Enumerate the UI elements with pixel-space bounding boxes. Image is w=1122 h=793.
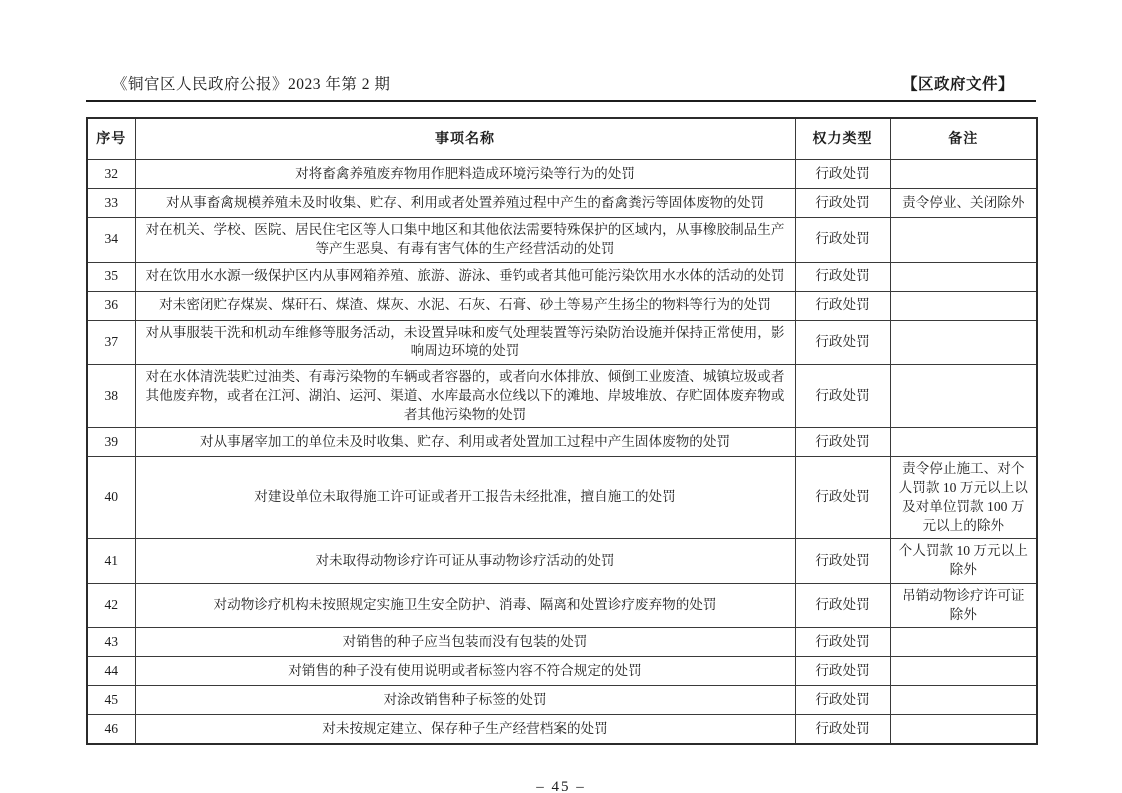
item-name-cell: 对从事屠宰加工的单位未及时收集、贮存、利用或者处置加工过程中产生固体废物的处罚 bbox=[135, 428, 795, 457]
table-row bbox=[87, 657, 1037, 686]
row-number-cell: 33 bbox=[87, 189, 135, 218]
table-row bbox=[87, 189, 1037, 218]
power-type-cell: 行政处罚 bbox=[795, 715, 890, 745]
row-number-cell: 34 bbox=[87, 218, 135, 263]
table-row bbox=[87, 686, 1037, 715]
table-row bbox=[87, 457, 1037, 539]
row-number-cell: 40 bbox=[87, 457, 135, 539]
table-row bbox=[87, 715, 1037, 745]
item-name-cell: 对未按规定建立、保存种子生产经营档案的处罚 bbox=[135, 715, 795, 745]
remark-cell bbox=[890, 320, 1037, 365]
running-head bbox=[86, 72, 1036, 100]
remark-cell bbox=[890, 262, 1037, 291]
row-number-cell: 46 bbox=[87, 715, 135, 745]
row-number-cell: 45 bbox=[87, 686, 135, 715]
item-name-cell: 对将畜禽养殖废弃物用作肥料造成环境污染等行为的处罚 bbox=[135, 160, 795, 189]
table-header-row bbox=[87, 118, 1037, 160]
table-row bbox=[87, 539, 1037, 584]
power-type-cell: 行政处罚 bbox=[795, 262, 890, 291]
item-name-cell: 对销售的种子没有使用说明或者标签内容不符合规定的处罚 bbox=[135, 657, 795, 686]
remark-cell bbox=[890, 657, 1037, 686]
remark-cell bbox=[890, 715, 1037, 745]
row-number-cell: 42 bbox=[87, 583, 135, 628]
item-name-cell: 对未密闭贮存煤炭、煤矸石、煤渣、煤灰、水泥、石灰、石膏、砂土等易产生扬尘的物料等行为的处罚 bbox=[135, 291, 795, 320]
column-header-type: 权力类型 bbox=[795, 118, 890, 160]
power-type-cell: 行政处罚 bbox=[795, 628, 890, 657]
power-type-cell: 行政处罚 bbox=[795, 686, 890, 715]
table-row bbox=[87, 628, 1037, 657]
power-type-cell: 行政处罚 bbox=[795, 539, 890, 584]
power-type-cell: 行政处罚 bbox=[795, 457, 890, 539]
table-row bbox=[87, 291, 1037, 320]
remark-cell bbox=[890, 628, 1037, 657]
item-name-cell: 对未取得动物诊疗许可证从事动物诊疗活动的处罚 bbox=[135, 539, 795, 584]
power-type-cell: 行政处罚 bbox=[795, 218, 890, 263]
table-row bbox=[87, 218, 1037, 263]
remark-cell bbox=[890, 686, 1037, 715]
column-header-name: 事项名称 bbox=[135, 118, 795, 160]
row-number-cell: 37 bbox=[87, 320, 135, 365]
power-type-cell: 行政处罚 bbox=[795, 291, 890, 320]
item-name-cell: 对建设单位未取得施工许可证或者开工报告未经批准，擅自施工的处罚 bbox=[135, 457, 795, 539]
item-name-cell: 对动物诊疗机构未按照规定实施卫生安全防护、消毒、隔离和处置诊疗废弃物的处罚 bbox=[135, 583, 795, 628]
row-number-cell: 41 bbox=[87, 539, 135, 584]
table-row bbox=[87, 428, 1037, 457]
remark-cell: 个人罚款 10 万元以上除外 bbox=[890, 539, 1037, 584]
row-number-cell: 39 bbox=[87, 428, 135, 457]
item-name-cell: 对在水体清洗装贮过油类、有毒污染物的车辆或者容器的，或者向水体排放、倾倒工业废渣、城镇垃圾或者其他废弃物，或者在江河、湖泊、运河、渠道、水库最高水位线以下的滩地、岸坡堆放、存贮固体废弃物或者其他污染物的处罚 bbox=[135, 365, 795, 428]
section-label: 【区政府文件】 bbox=[901, 76, 1014, 93]
table-row bbox=[87, 262, 1037, 291]
penalty-items-table bbox=[86, 117, 1038, 745]
table-body bbox=[87, 160, 1037, 745]
item-name-cell: 对在饮用水水源一级保护区内从事网箱养殖、旅游、游泳、垂钓或者其他可能污染饮用水水体的活动的处罚 bbox=[135, 262, 795, 291]
remark-cell bbox=[890, 428, 1037, 457]
item-name-cell: 对销售的种子应当包装而没有包装的处罚 bbox=[135, 628, 795, 657]
page-number: – 45 – bbox=[536, 779, 586, 793]
remark-cell bbox=[890, 291, 1037, 320]
table-header bbox=[87, 118, 1037, 160]
power-type-cell: 行政处罚 bbox=[795, 428, 890, 457]
row-number-cell: 44 bbox=[87, 657, 135, 686]
table-row bbox=[87, 320, 1037, 365]
item-name-cell: 对在机关、学校、医院、居民住宅区等人口集中地区和其他依法需要特殊保护的区域内，从事橡胶制品生产等产生恶臭、有毒有害气体的生产经营活动的处罚 bbox=[135, 218, 795, 263]
row-number-cell: 32 bbox=[87, 160, 135, 189]
remark-cell: 责令停止施工、对个人罚款 10 万元以上以及对单位罚款 100 万元以上的除外 bbox=[890, 457, 1037, 539]
header-rule bbox=[86, 100, 1036, 102]
remark-cell bbox=[890, 160, 1037, 189]
row-number-cell: 43 bbox=[87, 628, 135, 657]
power-type-cell: 行政处罚 bbox=[795, 320, 890, 365]
column-header-remark: 备注 bbox=[890, 118, 1037, 160]
item-name-cell: 对涂改销售种子标签的处罚 bbox=[135, 686, 795, 715]
gazette-title: 《铜官区人民政府公报》2023 年第 2 期 bbox=[112, 76, 391, 93]
power-type-cell: 行政处罚 bbox=[795, 160, 890, 189]
power-type-cell: 行政处罚 bbox=[795, 189, 890, 218]
row-number-cell: 35 bbox=[87, 262, 135, 291]
row-number-cell: 36 bbox=[87, 291, 135, 320]
power-type-cell: 行政处罚 bbox=[795, 657, 890, 686]
table-row bbox=[87, 365, 1037, 428]
item-name-cell: 对从事服装干洗和机动车维修等服务活动，未设置异味和废气处理装置等污染防治设施并保持正常使用，影响周边环境的处罚 bbox=[135, 320, 795, 365]
remark-cell bbox=[890, 218, 1037, 263]
table-row bbox=[87, 583, 1037, 628]
remark-cell: 责令停业、关闭除外 bbox=[890, 189, 1037, 218]
page-content bbox=[86, 0, 1036, 793]
item-name-cell: 对从事畜禽规模养殖未及时收集、贮存、利用或者处置养殖过程中产生的畜禽粪污等固体废物的处罚 bbox=[135, 189, 795, 218]
remark-cell bbox=[890, 365, 1037, 428]
power-type-cell: 行政处罚 bbox=[795, 583, 890, 628]
table-row bbox=[87, 160, 1037, 189]
power-type-cell: 行政处罚 bbox=[795, 365, 890, 428]
column-header-no: 序号 bbox=[87, 118, 135, 160]
remark-cell: 吊销动物诊疗许可证除外 bbox=[890, 583, 1037, 628]
row-number-cell: 38 bbox=[87, 365, 135, 428]
